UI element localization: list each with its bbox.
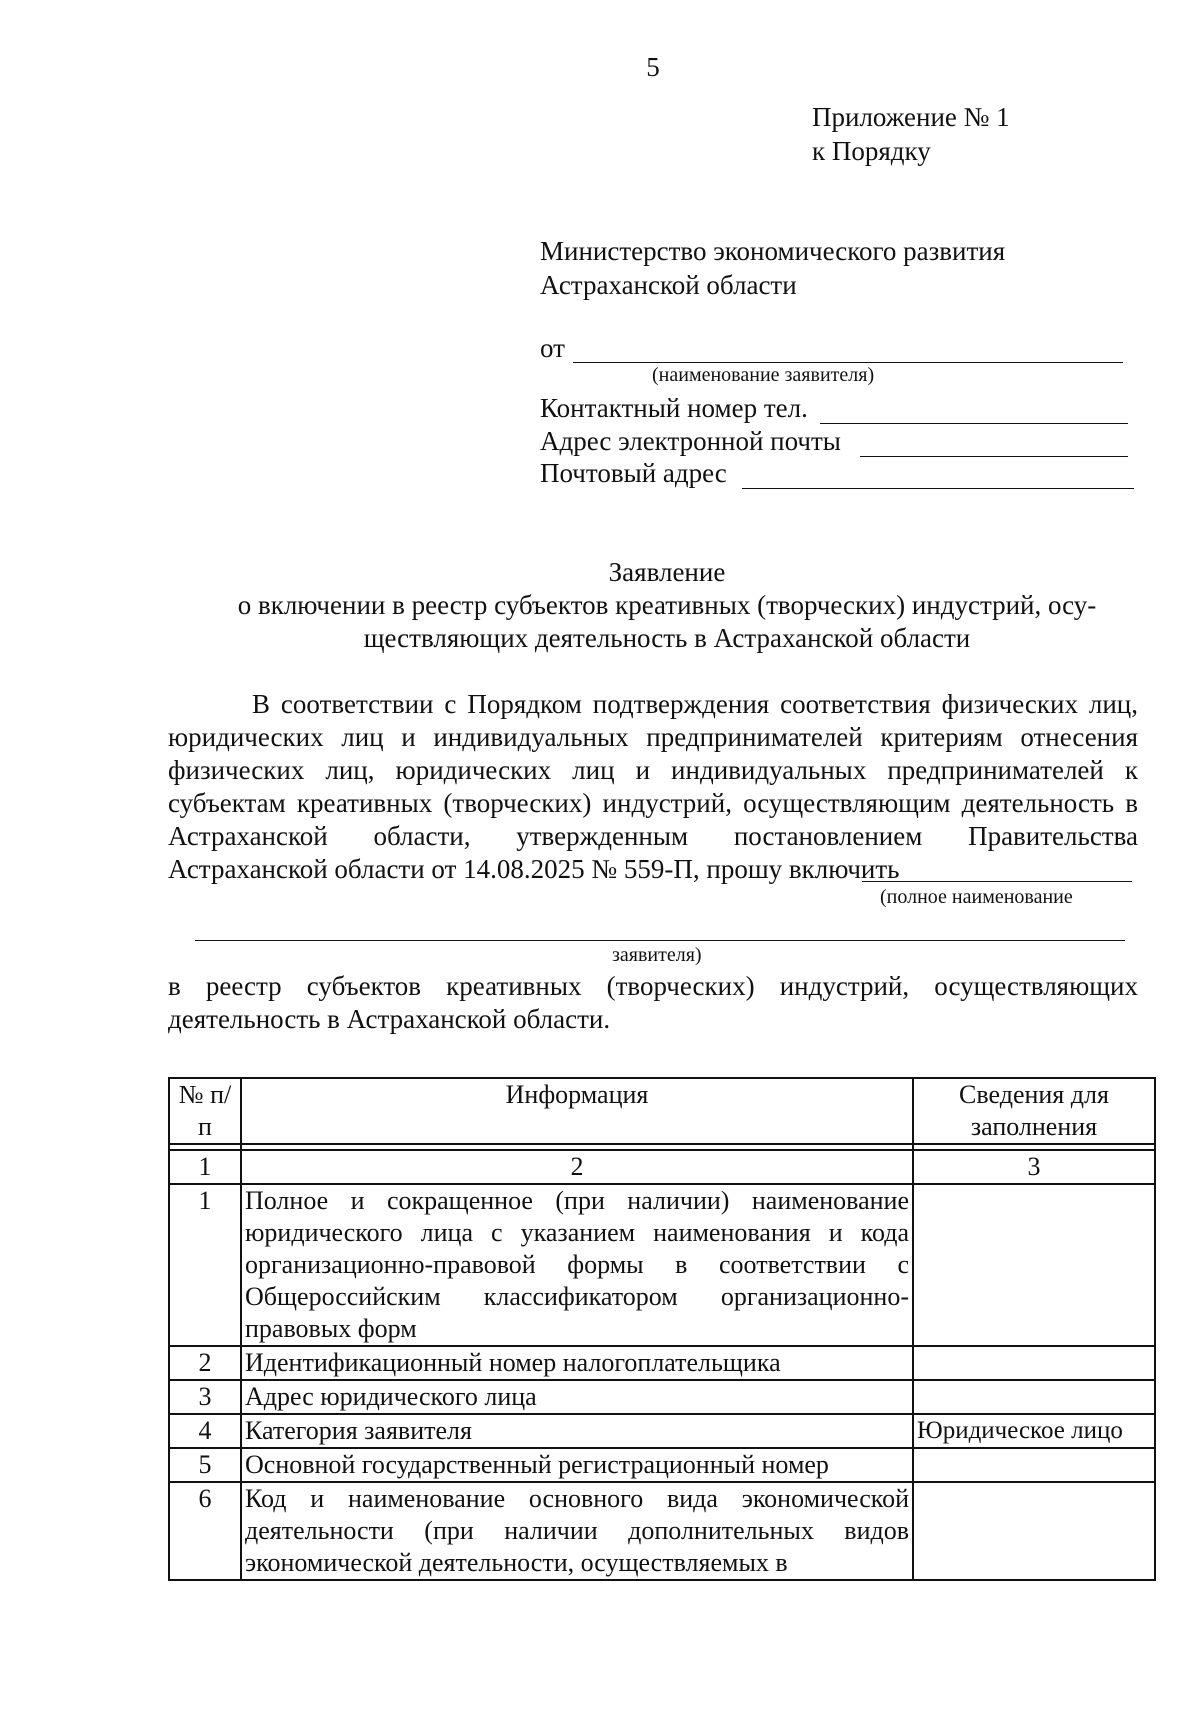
row-number: 2 (169, 1346, 241, 1380)
col-number-1: 1 (169, 1150, 241, 1184)
applicant-name-line[interactable] (573, 336, 1123, 363)
row-info: Полное и сокращенное (при наличии) наименование юридического лица с указанием наименования и кода организационно-правовой формы в соответствии с Общероссийским классификатором организационно-правовых форм (241, 1184, 913, 1346)
row-info: Категория заявителя (241, 1414, 913, 1448)
row-value[interactable] (913, 1448, 1155, 1482)
contact-phone-label: Контактный номер тел. (540, 393, 808, 423)
appendix-header (812, 100, 1010, 168)
from-row (540, 333, 565, 364)
document-title (120, 556, 1200, 655)
body-text: В соответствии с Порядком подтверждения соответствия физических лиц, юридических лиц и индивидуальных предпринимателей критериям отнесения физических лиц, юридических лиц и индивидуальных предпринимателей к субъектам креативных (творческих) индустрий, осуществляющим деятельность в Астраханской области, утвержденным постановлением Правительства Астраханской области от 14.08.2025 № 559-П, прошу включить (168, 689, 1138, 884)
full-name-line-1[interactable] (862, 854, 1132, 882)
row-number: 1 (169, 1184, 241, 1346)
row-info: Код и наименование основного вида экономической деятельности (при наличии дополнительных видов экономической деятельности, осуществляемых в (241, 1482, 913, 1580)
page-number: 5 (646, 52, 660, 82)
from-label: от (540, 333, 565, 363)
title-line-2: о включении в реестр субъектов креативных (творческих) индустрий, осу- (237, 590, 1097, 620)
applicant-name-hint: (наименование заявителя) (652, 364, 875, 386)
col-number-2: 2 (241, 1150, 913, 1184)
postal-line[interactable] (742, 461, 1134, 489)
row-value[interactable] (913, 1380, 1155, 1414)
title-line-3: ществляющих деятельность в Астраханской области (363, 623, 971, 653)
row-value[interactable] (913, 1482, 1155, 1580)
header-value: Сведения для заполнения (913, 1078, 1155, 1144)
full-name-line-2[interactable] (195, 915, 1125, 941)
row-value[interactable]: Юридическое лицо (913, 1414, 1155, 1448)
recipient: Министерство экономического развития Астраханской области (540, 236, 1006, 300)
row-number: 5 (169, 1448, 241, 1482)
row-info: Адрес юридического лица (241, 1380, 913, 1414)
row-number: 3 (169, 1380, 241, 1414)
contact-phone-line[interactable] (820, 396, 1128, 424)
table-row (169, 1380, 1155, 1414)
info-table (168, 1077, 1156, 1581)
table-row (169, 1346, 1155, 1380)
continuation-paragraph: в реестр субъектов креативных (творческих) индустрий, осуществляющих деятельность в Астраханской области. (168, 971, 1138, 1034)
table-row (169, 1184, 1155, 1346)
header-number: № п/п (169, 1078, 241, 1144)
appendix-reference: к Порядку (812, 136, 931, 166)
header-info: Информация (241, 1078, 913, 1144)
email-label: Адрес электронной почты (540, 426, 841, 456)
row-value[interactable] (913, 1184, 1155, 1346)
table-row (169, 1448, 1155, 1482)
table-header-row (169, 1078, 1155, 1144)
row-info: Основной государственный регистрационный номер (241, 1448, 913, 1482)
row-info: Идентификационный номер налогоплательщика (241, 1346, 913, 1380)
row-value[interactable] (913, 1346, 1155, 1380)
title-line-1: Заявление (608, 557, 726, 587)
row-number: 4 (169, 1414, 241, 1448)
full-name-hint-1: (полное наименование (880, 886, 1073, 908)
col-number-3: 3 (913, 1150, 1155, 1184)
email-line[interactable] (860, 429, 1128, 457)
column-number-row (169, 1150, 1155, 1184)
appendix-number: Приложение № 1 (812, 102, 1010, 132)
table-row (169, 1414, 1155, 1448)
full-name-hint-2: заявителя) (612, 944, 702, 966)
postal-label: Почтовый адрес (540, 458, 727, 488)
table-row (169, 1482, 1155, 1580)
row-number: 6 (169, 1482, 241, 1580)
